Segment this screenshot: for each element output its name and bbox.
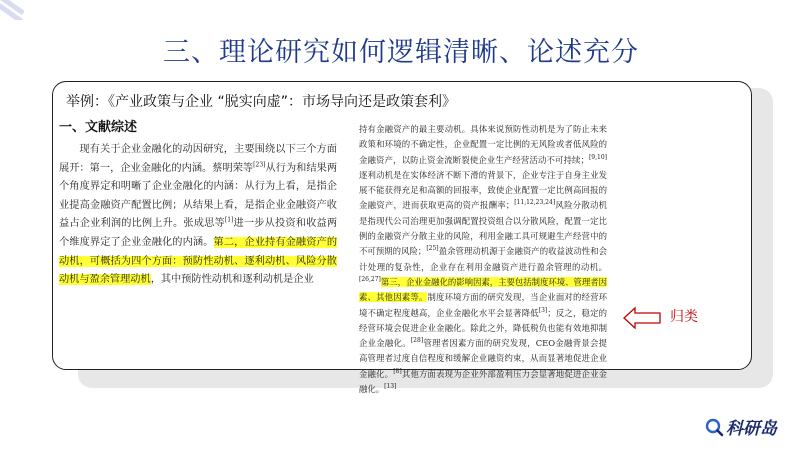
highlighted-text: 第三，企业金融化的影响因素，主要包括制度环境、管理者因素、其他因素等。: [359, 276, 607, 303]
logo-text: 科研岛: [726, 419, 777, 439]
citation: [25]: [426, 245, 439, 253]
text: 从行为和结果两个角度界定和明晰了企业金融化的内涵：从行为上看，是指企业提高金融资产配置比例；从结果上看，是指企业金融资产收益占企业利润的比例上升。张成思等: [59, 162, 338, 230]
citation: [23]: [253, 161, 266, 169]
section-heading: 一、文献综述: [59, 120, 138, 135]
text: 现有关于企业金融化的动因研究，主要围绕以下三个方面展开：第一，企业金融化的内涵。蔡明荣等: [59, 144, 337, 174]
text: 逐利动机是在实体经济不断下滑的背景下，企业专注于自身主业发展不能获得充足和高额的回报率，致使企业配置一定比例高回报的金融资产，进而获取更高的资产报酬率；: [359, 169, 607, 211]
annotation-label: 归类: [670, 309, 698, 325]
text: ；反之，稳定的经营环境会促进企业金融化。除此之外，降低税负也能有效地抑制企业金融化。: [359, 307, 608, 349]
text: 盈余管理动机源于金融资产的收益波动性和会计处理的复杂性，企业存在利用金融资产进行盈余管理的动机。: [359, 246, 608, 272]
slide-title: 三、理论研究如何逻辑清晰、论述充分: [163, 37, 639, 68]
highlighted-text: 第二，企业持有金融资产的动机，可概括为四个方面：预防性动机、逐利动机、风险分散动机与盈余管理动机: [59, 236, 338, 286]
right-column-text: [359, 122, 607, 397]
citation: [11,12,23,24]: [514, 199, 556, 207]
text: 其他方面表现为企业外部盈利压力会显著地促进企业金融化。: [359, 368, 608, 395]
citation: [8]: [393, 367, 402, 375]
left-column-text: [59, 141, 337, 290]
text: 持有金融资产的最主要动机。具体来说预防性动机是为了防止未来政策和环境的不确定性，企业配置一定比例的无风险或者低风险的金融资产，以防止资金流断裂使企业生产经营活动不可持续；: [359, 124, 607, 165]
citation: [28]: [410, 337, 424, 345]
text: 制度环境方面的研究发现，当企业面对的经营环境不确定程度越高，企业金融化水平会显著降低: [359, 292, 608, 318]
text: ，其中预防性动机和逐利动机是企业: [150, 274, 314, 286]
corner-decoration: [0, 0, 24, 20]
citation: [1]: [224, 216, 234, 224]
citation: [26,27]: [359, 276, 381, 284]
citation: [3]: [538, 306, 548, 314]
text: 进一步从投资和收益两个维度界定了企业金融化的内涵。: [59, 218, 338, 248]
citation: [13]: [384, 383, 397, 391]
example-title: 举例：《产业政策与企业 “脱实向虚”：市场导向还是政策套利》: [66, 94, 456, 110]
citation: [9,10]: [588, 153, 607, 161]
text: 风险分散动机是指现代公司治理更加强调配置投资组合以分散风险，配置一定比例的金融资产分散主业的风险，利用金融工具可规避生产经营中的不可预期的风险；: [359, 200, 607, 257]
left-arrow-icon: [622, 306, 662, 330]
logo: [704, 414, 777, 439]
text: 管理者因素方面的研究发现，CEO金融背景会提高管理者过度自信程度和缓解企业融资约束，从而显著地促进企业金融化。: [359, 338, 607, 379]
magnifier-icon: [704, 417, 724, 437]
